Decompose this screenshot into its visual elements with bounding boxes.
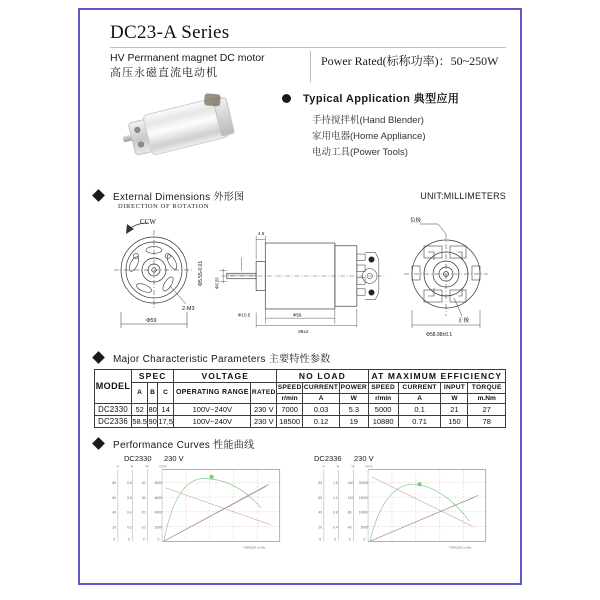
svg-text:0: 0 xyxy=(334,537,336,542)
motor-photo xyxy=(94,90,272,174)
group-max-efficiency: AT MAXIMUM EFFICIENCY xyxy=(368,370,505,383)
cell-me-current: 0.71 xyxy=(398,415,441,427)
curve-labels-row xyxy=(94,454,506,463)
page-title: DC23-A Series xyxy=(110,22,230,43)
list-item: 手持搅拌机(Hand Blender) xyxy=(312,115,424,127)
list-item: 电动工具(Power Tools) xyxy=(312,147,408,159)
chart2-model: DC2336 xyxy=(314,453,342,463)
photo-application-row xyxy=(94,90,506,174)
cell-nl-speed: 7000 xyxy=(277,403,303,415)
col-me-current: CURRENT xyxy=(398,383,441,394)
svg-text:A: A xyxy=(130,464,133,469)
svg-text:1.2: 1.2 xyxy=(333,495,338,500)
col-c: C xyxy=(158,383,174,404)
diamond-icon xyxy=(92,189,105,202)
svg-text:20: 20 xyxy=(112,525,117,530)
svg-text:80: 80 xyxy=(112,480,117,485)
svg-text:10000: 10000 xyxy=(358,510,369,515)
dimensions-heading-text: External Dimensions 外形图 xyxy=(113,192,245,204)
dim-b-label: Φ10.5 xyxy=(237,312,251,318)
cell-me-current: 0.1 xyxy=(398,403,441,415)
unit-me-input: W xyxy=(441,393,468,403)
svg-text:r/min: r/min xyxy=(159,464,167,469)
svg-text:0: 0 xyxy=(128,537,130,542)
svg-text:W: W xyxy=(145,464,149,469)
parameters-heading-text: Major Characteristic Parameters 主要特性参数 xyxy=(113,354,331,366)
unit-label: UNIT:MILLIMETERS xyxy=(420,190,506,201)
side-view-drawing xyxy=(214,212,388,344)
col-me-speed: SPEED xyxy=(368,383,398,394)
cell-b: 80 xyxy=(148,404,157,414)
unit-me-torque: m.Nm xyxy=(468,393,506,403)
cell-operating-range: 100V~240V xyxy=(174,403,251,415)
cell-me-speed: 10880 xyxy=(368,415,398,427)
parameters-heading xyxy=(94,350,506,365)
cell-rated: 230 V xyxy=(251,415,277,427)
cell-operating-range: 100V~240V xyxy=(174,415,251,427)
dim-c-label: Φ59 xyxy=(292,312,302,318)
svg-text:40: 40 xyxy=(318,510,323,515)
svg-text:%: % xyxy=(322,464,325,469)
svg-text:8000: 8000 xyxy=(154,480,163,485)
chart1-xlabel: TORQUE m.Nm xyxy=(243,545,266,550)
cell-nl-current: 0.12 xyxy=(303,415,340,427)
svg-text:60: 60 xyxy=(318,495,323,500)
cell-c: 14 xyxy=(158,403,174,415)
rear-terminal-label: 负极 xyxy=(410,218,422,225)
svg-text:10: 10 xyxy=(141,525,146,530)
cell-model: DC2336 xyxy=(95,415,132,427)
cell-rated: 230 V xyxy=(251,403,277,415)
table-row xyxy=(95,415,506,427)
unit-nl-power: W xyxy=(339,393,368,403)
diamond-icon xyxy=(92,351,105,364)
svg-text:160: 160 xyxy=(347,480,354,485)
cell-nl-speed: 18500 xyxy=(277,415,303,427)
shaft-dimension-label: Φ5.55-0.01 xyxy=(198,261,204,287)
rotation-direction-label: DIRECTION OF ROTATION xyxy=(118,203,210,211)
application-block xyxy=(272,90,506,174)
ccw-label: CCW xyxy=(140,218,156,227)
svg-text:60: 60 xyxy=(112,495,117,500)
svg-text:0.4: 0.4 xyxy=(333,525,338,530)
svg-text:0.6: 0.6 xyxy=(127,495,132,500)
product-subtitle xyxy=(110,51,310,82)
rear-view-drawing xyxy=(388,212,506,344)
svg-text:120: 120 xyxy=(347,495,354,500)
cell-me-speed: 5000 xyxy=(368,403,398,415)
svg-text:W: W xyxy=(351,464,355,469)
cell-me-torque: 27 xyxy=(468,403,506,415)
cell-me-torque: 78 xyxy=(468,415,506,427)
cell-me-input: 150 xyxy=(441,415,468,427)
svg-text:6000: 6000 xyxy=(154,495,163,500)
col-nl-power: POWER xyxy=(339,383,368,394)
svg-text:0: 0 xyxy=(157,537,160,542)
dimensions-heading xyxy=(94,188,506,203)
svg-text:20: 20 xyxy=(141,510,146,515)
list-item: 家用电器(Home Appliance) xyxy=(312,131,426,143)
datasheet-page xyxy=(78,8,522,585)
svg-text:40: 40 xyxy=(347,525,352,530)
positive-terminal-label: 正极 xyxy=(458,318,470,325)
svg-text:30: 30 xyxy=(141,495,146,500)
cell-nl-power: 5.3 xyxy=(339,403,368,415)
subtitle-en: HV Permanent magnet DC motor xyxy=(110,52,265,64)
col-nl-current: CURRENT xyxy=(303,383,340,394)
cell-a: 52 xyxy=(132,403,148,415)
cell-model: DC2330 xyxy=(95,403,132,415)
cell-nl-power: 19 xyxy=(339,415,368,427)
col-rated: RATED xyxy=(251,383,277,404)
rear-diameter-label: Φ58.98±0.1 xyxy=(426,332,453,339)
svg-text:0: 0 xyxy=(319,537,322,542)
chart2-voltage: 230 V xyxy=(354,453,374,463)
cell-a: 58.5 xyxy=(132,416,147,426)
col-operating-range: OPERATING RANGE xyxy=(174,383,251,404)
svg-text:80: 80 xyxy=(347,510,352,515)
chart2-xlabel: TORQUE m.Nm xyxy=(449,545,472,550)
svg-text:0: 0 xyxy=(113,537,116,542)
svg-text:0.8: 0.8 xyxy=(127,480,132,485)
front-view-drawing xyxy=(94,212,214,344)
svg-text:20: 20 xyxy=(318,525,323,530)
svg-text:15000: 15000 xyxy=(358,495,369,500)
chart1-voltage: 230 V xyxy=(164,453,184,463)
subtitle-cn: 高压永磁直流电动机 xyxy=(110,67,218,80)
table-row xyxy=(95,403,506,415)
table-header-subs xyxy=(95,383,506,394)
svg-text:80: 80 xyxy=(318,480,323,485)
power-rated: Power Rated(标称功率)：50~250W xyxy=(321,54,499,68)
parameters-table xyxy=(94,369,506,428)
svg-text:0: 0 xyxy=(363,537,366,542)
curves-heading xyxy=(94,436,506,451)
cell-nl-current: 0.03 xyxy=(303,403,340,415)
svg-text:2000: 2000 xyxy=(154,525,163,530)
col-me-torque: TORQUE xyxy=(468,383,506,394)
bullet-icon xyxy=(282,94,291,103)
col-a: A xyxy=(132,383,148,404)
svg-text:40: 40 xyxy=(141,480,146,485)
application-heading-text: Typical Application 典型应用 xyxy=(303,93,460,106)
col-b: B xyxy=(148,383,158,404)
svg-text:4000: 4000 xyxy=(154,510,163,515)
shaft-dia-label: Φ5.55 xyxy=(214,277,220,289)
col-model: MODEL xyxy=(95,370,132,404)
svg-text:40: 40 xyxy=(112,510,117,515)
unit-nl-current: A xyxy=(303,393,340,403)
unit-me-current: A xyxy=(398,393,441,403)
svg-text:%: % xyxy=(116,464,119,469)
dim-total-label: 89±2 xyxy=(298,328,309,334)
cell-c: 17,5 xyxy=(158,416,173,426)
cell-me-input: 21 xyxy=(441,403,468,415)
unit-nl-speed: r/min xyxy=(277,393,303,403)
col-nl-speed: SPEED xyxy=(277,383,303,394)
group-spec: SPEC xyxy=(132,370,174,383)
svg-text:1.6: 1.6 xyxy=(333,480,338,485)
cell-b: 90 xyxy=(148,416,157,426)
chart1-model: DC2330 xyxy=(124,453,152,463)
title-divider xyxy=(110,47,506,48)
svg-text:5000: 5000 xyxy=(360,525,369,530)
svg-text:0: 0 xyxy=(142,537,145,542)
motor-illustration xyxy=(119,96,230,160)
svg-text:A: A xyxy=(336,464,339,469)
header-divider xyxy=(310,51,311,82)
col-me-input: INPUT xyxy=(441,383,468,394)
diamond-icon xyxy=(92,437,105,450)
front-diameter-label: Φ59 xyxy=(146,318,157,325)
dim-a-label: 4.5 xyxy=(257,230,265,236)
chart-dc2330 xyxy=(94,464,300,561)
m3-callout: 2-M3 xyxy=(182,306,195,313)
svg-text:0: 0 xyxy=(348,537,351,542)
curves-heading-text: Performance Curves 性能曲线 xyxy=(113,439,255,451)
application-list xyxy=(312,113,506,161)
svg-text:0.4: 0.4 xyxy=(127,510,132,515)
svg-text:0.2: 0.2 xyxy=(127,525,132,530)
drawings-row xyxy=(94,212,506,344)
group-no-load: NO LOAD xyxy=(277,370,368,383)
application-heading xyxy=(282,90,506,106)
motor-brush xyxy=(204,94,221,107)
chart-dc2336 xyxy=(300,464,506,561)
svg-text:20000: 20000 xyxy=(358,480,369,485)
svg-text:r/min: r/min xyxy=(365,464,373,469)
svg-text:0.8: 0.8 xyxy=(333,510,338,515)
performance-charts xyxy=(94,464,506,561)
group-voltage: VOLTAGE xyxy=(174,370,277,383)
header-row xyxy=(110,51,506,82)
table-header-groups xyxy=(95,370,506,383)
unit-me-speed: r/min xyxy=(368,393,398,403)
